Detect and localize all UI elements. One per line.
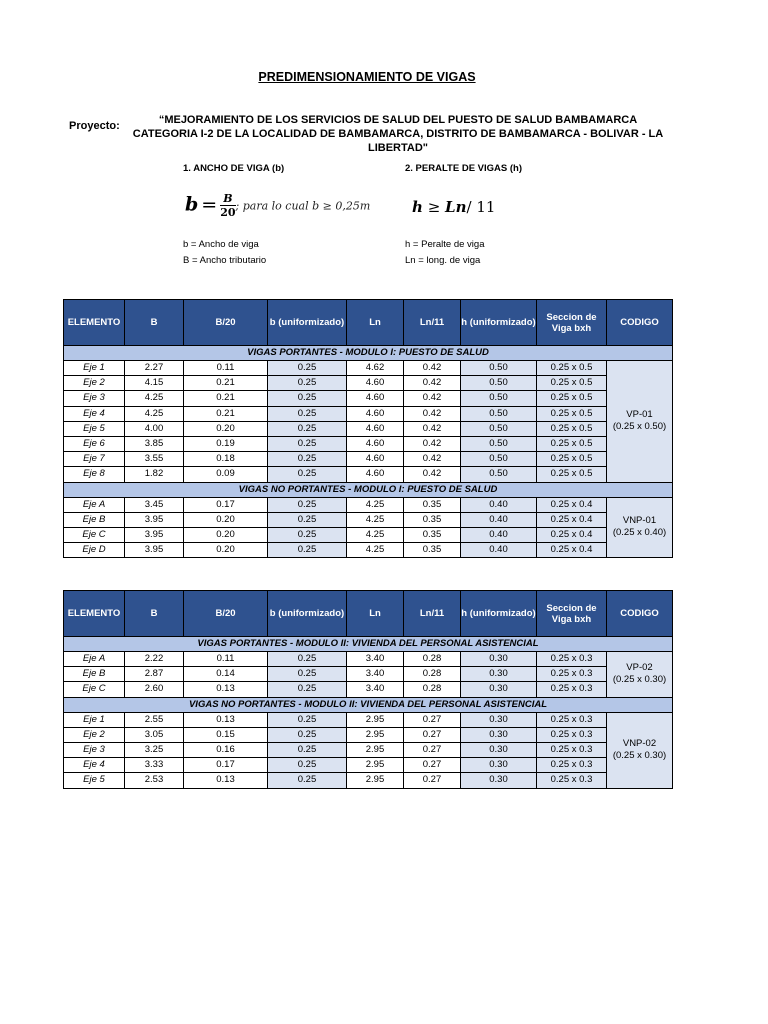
- cell-b-tributario: 3.45: [125, 497, 184, 512]
- cell-ln-div-11: 0.27: [404, 773, 461, 788]
- cell-b-div-20: 0.11: [184, 652, 268, 667]
- beam-table-module-2: [63, 590, 673, 789]
- cell-elemento: Eje B: [64, 667, 125, 682]
- table-row: [64, 758, 673, 773]
- cell-ln-div-11: 0.35: [404, 497, 461, 512]
- group-title-row: [64, 482, 673, 497]
- cell-elemento: Eje 4: [64, 406, 125, 421]
- note-b: b = Ancho de viga: [183, 239, 259, 250]
- formula-fraction: [220, 192, 235, 220]
- cell-ln: 4.25: [347, 527, 404, 542]
- cell-elemento: Eje 7: [64, 452, 125, 467]
- header-codigo: CODIGO: [607, 300, 673, 346]
- cell-elemento: Eje 1: [64, 712, 125, 727]
- cell-b-uniformizado: 0.25: [268, 421, 347, 436]
- group-title-row: [64, 697, 673, 712]
- cell-b-div-20: 0.13: [184, 682, 268, 697]
- header-ln: Ln: [347, 300, 404, 346]
- table-row: [64, 436, 673, 451]
- table-row: [64, 742, 673, 757]
- cell-seccion: 0.25 x 0.5: [537, 406, 607, 421]
- cell-ln: 2.95: [347, 727, 404, 742]
- group-title: VIGAS PORTANTES - MODULO II: VIVIENDA DEL PERSONAL ASISTENCIAL: [64, 637, 673, 652]
- cell-b-tributario: 3.05: [125, 727, 184, 742]
- table-row: [64, 682, 673, 697]
- formula-denominator: 20: [220, 206, 236, 219]
- project-label: Proyecto:: [69, 120, 120, 132]
- cell-elemento: Eje 1: [64, 361, 125, 376]
- cell-elemento: Eje A: [64, 652, 125, 667]
- table-row: [64, 712, 673, 727]
- cell-h-uniformizado: 0.30: [461, 652, 537, 667]
- cell-b-uniformizado: 0.25: [268, 391, 347, 406]
- cell-b-tributario: 3.55: [125, 452, 184, 467]
- header-b-uniformizado: b (uniformizado): [268, 591, 347, 637]
- cell-h-uniformizado: 0.50: [461, 376, 537, 391]
- cell-seccion: 0.25 x 0.5: [537, 421, 607, 436]
- cell-elemento: Eje C: [64, 682, 125, 697]
- cell-b-div-20: 0.17: [184, 758, 268, 773]
- header-h-uniformizado: h (uniformizado): [461, 591, 537, 637]
- table-row: [64, 497, 673, 512]
- cell-elemento: Eje B: [64, 512, 125, 527]
- cell-b-tributario: 3.33: [125, 758, 184, 773]
- cell-b-uniformizado: 0.25: [268, 467, 347, 482]
- cell-ln: 4.60: [347, 436, 404, 451]
- group-title: VIGAS PORTANTES - MODULO I: PUESTO DE SALUD: [64, 346, 673, 361]
- document-title: PREDIMENSIONAMIENTO DE VIGAS: [258, 70, 476, 84]
- header-codigo: CODIGO: [607, 591, 673, 637]
- cell-b-uniformizado: 0.25: [268, 652, 347, 667]
- group-title-row: [64, 637, 673, 652]
- cell-b-uniformizado: 0.25: [268, 667, 347, 682]
- table-row: [64, 773, 673, 788]
- cell-b-uniformizado: 0.25: [268, 543, 347, 558]
- table-row: [64, 543, 673, 558]
- formula-operator: ≥: [427, 198, 441, 216]
- cell-seccion: 0.25 x 0.3: [537, 773, 607, 788]
- cell-ln-div-11: 0.27: [404, 742, 461, 757]
- beam-code: VP-02 (0.25 x 0.30): [607, 652, 673, 698]
- cell-b-tributario: 2.53: [125, 773, 184, 788]
- cell-b-uniformizado: 0.25: [268, 361, 347, 376]
- formula-divisor: / 11: [466, 198, 496, 216]
- cell-b-uniformizado: 0.25: [268, 376, 347, 391]
- cell-b-div-20: 0.16: [184, 742, 268, 757]
- cell-b-uniformizado: 0.25: [268, 758, 347, 773]
- cell-b-tributario: 4.25: [125, 391, 184, 406]
- cell-ln: 2.95: [347, 773, 404, 788]
- cell-b-tributario: 2.22: [125, 652, 184, 667]
- table-row: [64, 527, 673, 542]
- cell-seccion: 0.25 x 0.3: [537, 712, 607, 727]
- cell-ln: 4.60: [347, 467, 404, 482]
- cell-b-div-20: 0.13: [184, 773, 268, 788]
- header-ln-div-11: Ln/11: [404, 300, 461, 346]
- table-row: [64, 667, 673, 682]
- cell-h-uniformizado: 0.50: [461, 361, 537, 376]
- cell-ln: 2.95: [347, 712, 404, 727]
- header-b-tributario: B: [125, 300, 184, 346]
- cell-ln-div-11: 0.42: [404, 452, 461, 467]
- cell-seccion: 0.25 x 0.4: [537, 512, 607, 527]
- formula-numerator: B: [220, 192, 235, 206]
- cell-h-uniformizado: 0.50: [461, 467, 537, 482]
- table-row: [64, 376, 673, 391]
- cell-b-div-20: 0.20: [184, 512, 268, 527]
- cell-seccion: 0.25 x 0.4: [537, 497, 607, 512]
- cell-h-uniformizado: 0.30: [461, 667, 537, 682]
- cell-h-uniformizado: 0.50: [461, 391, 537, 406]
- note-ln: Ln = long. de viga: [405, 255, 481, 266]
- section-beam-depth-heading: 2. PERALTE DE VIGAS (h): [405, 163, 523, 174]
- cell-seccion: 0.25 x 0.4: [537, 527, 607, 542]
- cell-h-uniformizado: 0.50: [461, 452, 537, 467]
- formula-ln: Ln: [445, 198, 467, 216]
- cell-ln: 4.60: [347, 391, 404, 406]
- cell-seccion: 0.25 x 0.5: [537, 467, 607, 482]
- cell-h-uniformizado: 0.30: [461, 682, 537, 697]
- cell-b-tributario: 3.95: [125, 543, 184, 558]
- cell-ln: 4.60: [347, 406, 404, 421]
- cell-b-tributario: 4.25: [125, 406, 184, 421]
- formula-lhs: b: [185, 193, 199, 216]
- cell-ln-div-11: 0.35: [404, 512, 461, 527]
- cell-elemento: Eje D: [64, 543, 125, 558]
- cell-b-div-20: 0.13: [184, 712, 268, 727]
- cell-ln: 3.40: [347, 682, 404, 697]
- formula-h: h: [412, 198, 423, 216]
- cell-b-tributario: 3.85: [125, 436, 184, 451]
- cell-ln: 4.25: [347, 497, 404, 512]
- header-b-div-20: B/20: [184, 591, 268, 637]
- cell-ln-div-11: 0.27: [404, 758, 461, 773]
- beam-code: VNP-01 (0.25 x 0.40): [607, 497, 673, 558]
- cell-elemento: Eje 3: [64, 391, 125, 406]
- header-b-div-20: B/20: [184, 300, 268, 346]
- cell-seccion: 0.25 x 0.3: [537, 652, 607, 667]
- cell-seccion: 0.25 x 0.5: [537, 452, 607, 467]
- cell-b-div-20: 0.20: [184, 421, 268, 436]
- cell-ln-div-11: 0.27: [404, 712, 461, 727]
- cell-b-div-20: 0.11: [184, 361, 268, 376]
- cell-b-tributario: 3.95: [125, 527, 184, 542]
- cell-ln: 3.40: [347, 652, 404, 667]
- section-beam-width-heading: 1. ANCHO DE VIGA (b): [183, 163, 285, 174]
- header-seccion: Seccion de Viga bxh: [537, 300, 607, 346]
- cell-b-div-20: 0.09: [184, 467, 268, 482]
- cell-b-tributario: 4.15: [125, 376, 184, 391]
- cell-b-uniformizado: 0.25: [268, 742, 347, 757]
- cell-elemento: Eje 3: [64, 742, 125, 757]
- cell-b-div-20: 0.20: [184, 543, 268, 558]
- cell-b-div-20: 0.21: [184, 406, 268, 421]
- cell-b-uniformizado: 0.25: [268, 727, 347, 742]
- header-ln: Ln: [347, 591, 404, 637]
- cell-seccion: 0.25 x 0.3: [537, 758, 607, 773]
- cell-ln-div-11: 0.28: [404, 667, 461, 682]
- cell-b-div-20: 0.18: [184, 452, 268, 467]
- cell-elemento: Eje 2: [64, 727, 125, 742]
- header-elemento: ELEMENTO: [64, 300, 125, 346]
- cell-b-tributario: 2.27: [125, 361, 184, 376]
- cell-elemento: Eje 5: [64, 773, 125, 788]
- cell-b-div-20: 0.14: [184, 667, 268, 682]
- cell-ln: 3.40: [347, 667, 404, 682]
- cell-ln-div-11: 0.42: [404, 421, 461, 436]
- cell-b-uniformizado: 0.25: [268, 512, 347, 527]
- cell-b-tributario: 3.25: [125, 742, 184, 757]
- cell-elemento: Eje C: [64, 527, 125, 542]
- cell-ln: 2.95: [347, 758, 404, 773]
- beam-table-module-1: [63, 299, 673, 558]
- cell-b-uniformizado: 0.25: [268, 527, 347, 542]
- cell-ln-div-11: 0.42: [404, 391, 461, 406]
- cell-ln-div-11: 0.35: [404, 527, 461, 542]
- beam-code: VNP-02 (0.25 x 0.30): [607, 712, 673, 788]
- cell-b-uniformizado: 0.25: [268, 497, 347, 512]
- cell-ln-div-11: 0.28: [404, 682, 461, 697]
- cell-seccion: 0.25 x 0.5: [537, 376, 607, 391]
- table-row: [64, 452, 673, 467]
- table-row: [64, 652, 673, 667]
- cell-seccion: 0.25 x 0.3: [537, 727, 607, 742]
- group-title-row: [64, 346, 673, 361]
- beam-width-formula: b = $\frac{B}{20}$ ; para lo cual b ≥ 0,25m: [185, 192, 371, 219]
- cell-seccion: 0.25 x 0.3: [537, 742, 607, 757]
- cell-ln: 4.60: [347, 376, 404, 391]
- cell-ln-div-11: 0.42: [404, 467, 461, 482]
- cell-h-uniformizado: 0.30: [461, 758, 537, 773]
- cell-ln: 4.25: [347, 543, 404, 558]
- formula-condition: ; para lo cual b ≥ 0,25m: [235, 199, 371, 213]
- header-b-uniformizado: b (uniformizado): [268, 300, 347, 346]
- cell-seccion: 0.25 x 0.5: [537, 361, 607, 376]
- cell-b-tributario: 4.00: [125, 421, 184, 436]
- cell-b-uniformizado: 0.25: [268, 452, 347, 467]
- header-ln-div-11: Ln/11: [404, 591, 461, 637]
- group-title: VIGAS NO PORTANTES - MODULO I: PUESTO DE SALUD: [64, 482, 673, 497]
- cell-ln: 2.95: [347, 742, 404, 757]
- note-h: h = Peralte de viga: [405, 239, 485, 250]
- header-elemento: ELEMENTO: [64, 591, 125, 637]
- cell-b-div-20: 0.21: [184, 391, 268, 406]
- table-row: [64, 361, 673, 376]
- cell-h-uniformizado: 0.30: [461, 773, 537, 788]
- cell-h-uniformizado: 0.40: [461, 497, 537, 512]
- cell-elemento: Eje 2: [64, 376, 125, 391]
- cell-ln-div-11: 0.35: [404, 543, 461, 558]
- cell-b-tributario: 2.55: [125, 712, 184, 727]
- cell-b-tributario: 1.82: [125, 467, 184, 482]
- cell-b-div-20: 0.15: [184, 727, 268, 742]
- cell-b-tributario: 2.60: [125, 682, 184, 697]
- cell-b-div-20: 0.19: [184, 436, 268, 451]
- cell-h-uniformizado: 0.40: [461, 527, 537, 542]
- cell-ln: 4.62: [347, 361, 404, 376]
- cell-ln-div-11: 0.42: [404, 361, 461, 376]
- cell-seccion: 0.25 x 0.4: [537, 543, 607, 558]
- cell-h-uniformizado: 0.50: [461, 421, 537, 436]
- group-title: VIGAS NO PORTANTES - MODULO II: VIVIENDA DEL PERSONAL ASISTENCIAL: [64, 697, 673, 712]
- table-row: [64, 421, 673, 436]
- table-row: [64, 391, 673, 406]
- cell-h-uniformizado: 0.50: [461, 406, 537, 421]
- header-seccion: Seccion de Viga bxh: [537, 591, 607, 637]
- cell-h-uniformizado: 0.40: [461, 512, 537, 527]
- cell-b-uniformizado: 0.25: [268, 773, 347, 788]
- cell-b-uniformizado: 0.25: [268, 436, 347, 451]
- cell-elemento: Eje 5: [64, 421, 125, 436]
- cell-ln: 4.60: [347, 452, 404, 467]
- cell-b-div-20: 0.21: [184, 376, 268, 391]
- note-B: B = Ancho tributario: [183, 255, 267, 266]
- cell-ln: 4.60: [347, 421, 404, 436]
- cell-ln-div-11: 0.28: [404, 652, 461, 667]
- table-row: [64, 727, 673, 742]
- cell-elemento: Eje 4: [64, 758, 125, 773]
- cell-seccion: 0.25 x 0.3: [537, 667, 607, 682]
- cell-h-uniformizado: 0.30: [461, 727, 537, 742]
- beam-depth-formula: [412, 198, 495, 216]
- cell-ln-div-11: 0.42: [404, 376, 461, 391]
- cell-b-uniformizado: 0.25: [268, 712, 347, 727]
- cell-h-uniformizado: 0.40: [461, 543, 537, 558]
- cell-seccion: 0.25 x 0.5: [537, 436, 607, 451]
- cell-b-uniformizado: 0.25: [268, 682, 347, 697]
- cell-ln: 4.25: [347, 512, 404, 527]
- table-row: [64, 406, 673, 421]
- table-row: [64, 512, 673, 527]
- cell-b-div-20: 0.20: [184, 527, 268, 542]
- beam-code: VP-01 (0.25 x 0.50): [607, 361, 673, 483]
- cell-ln-div-11: 0.42: [404, 436, 461, 451]
- cell-ln-div-11: 0.27: [404, 727, 461, 742]
- project-name: “MEJORAMIENTO DE LOS SERVICIOS DE SALUD DEL PUESTO DE SALUD BAMBAMARCA CATEGORIA I-2 DE LA LOCALIDAD DE BAMBAMARCA, DISTRITO DE BAMBAMARCA - BOLIVAR - LA LIBERTAD": [132, 114, 664, 154]
- cell-h-uniformizado: 0.30: [461, 712, 537, 727]
- header-row: [64, 591, 673, 637]
- cell-b-tributario: 2.87: [125, 667, 184, 682]
- cell-h-uniformizado: 0.30: [461, 742, 537, 757]
- cell-b-uniformizado: 0.25: [268, 406, 347, 421]
- cell-seccion: 0.25 x 0.3: [537, 682, 607, 697]
- cell-b-tributario: 3.95: [125, 512, 184, 527]
- cell-seccion: 0.25 x 0.5: [537, 391, 607, 406]
- cell-ln-div-11: 0.42: [404, 406, 461, 421]
- cell-elemento: Eje 8: [64, 467, 125, 482]
- cell-elemento: Eje 6: [64, 436, 125, 451]
- header-row: [64, 300, 673, 346]
- header-b-tributario: B: [125, 591, 184, 637]
- cell-h-uniformizado: 0.50: [461, 436, 537, 451]
- table-row: [64, 467, 673, 482]
- cell-elemento: Eje A: [64, 497, 125, 512]
- cell-b-div-20: 0.17: [184, 497, 268, 512]
- header-h-uniformizado: h (uniformizado): [461, 300, 537, 346]
